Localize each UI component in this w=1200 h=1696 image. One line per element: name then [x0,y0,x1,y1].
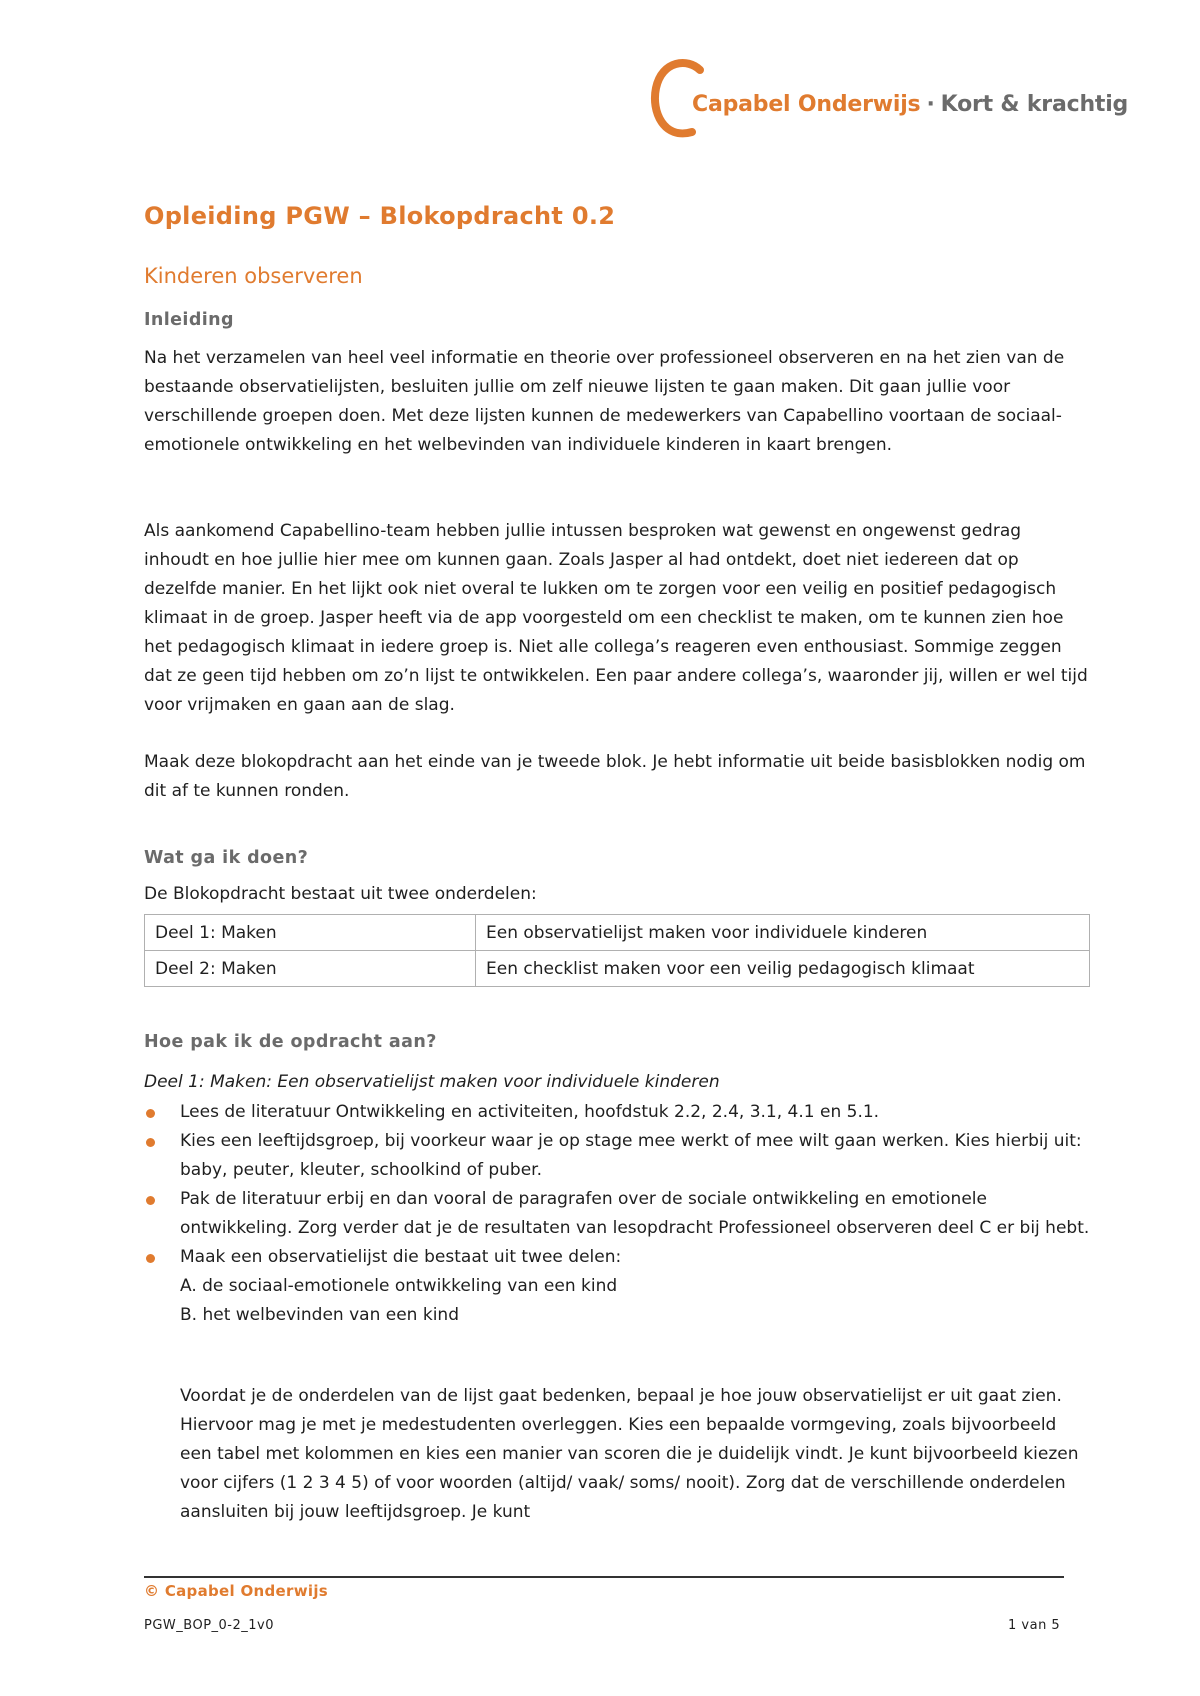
logo-brand: Capabel Onderwijs [692,92,921,117]
table-cell: Deel 2: Maken [145,951,476,987]
footer-page-number: 1 van 5 [1008,1618,1061,1633]
intro-paragraph-3: Maak deze blokopdracht aan het einde van je tweede blok. Je hebt informatie uit beide basisblokken nodig om dit af te kunnen ronden. [144,752,1086,801]
table-cell: Een checklist maken voor een veilig pedagogisch klimaat [476,951,1090,987]
footer-copyright: © Capabel Onderwijs [144,1582,328,1600]
intro-paragraph-2: Als aankomend Capabellino-team hebben jullie intussen besproken wat gewenst en ongewenst gedrag inhoudt en hoe jullie hier mee om kunnen gaan. Zoals Jasper al had ontdekt, doet niet iedereen dat op dezelfde manier. En het lijkt ook niet overal te lukken om te zorgen voor een veilig en positief pedagogisch klimaat in de groep. Jasper heeft via de app voorgesteld om een checklist te maken, om te kunnen zien hoe het pedagogisch klimaat in iedere groep is. Niet alle collega’s reageren even enthousiast. Sommige zeggen dat ze geen tijd hebben om zo’n lijst te ontwikkelen. Een paar andere collega’s, waaronder jij, willen er wel tijd voor vrijmaken en gaan aan de slag. [144,521,1088,715]
footer-divider [144,1576,1064,1578]
list-item-text: Pak de literatuur erbij en dan vooral de paragrafen over de sociale ontwikkeling en emotionele ontwikkeling. Zorg verder dat je de resultaten van lesopdracht Professioneel observeren deel C er bij hebt. [180,1189,1090,1238]
bullet-icon [146,1109,155,1118]
list-item [144,1243,1090,1330]
section-heading-hoe: Hoe pak ik de opdracht aan? [144,1032,437,1052]
table-row [145,915,1090,951]
sub-item-a: A. de sociaal-emotionele ontwikkeling van een kind [180,1276,618,1296]
intro-paragraph-1: Na het verzamelen van heel veel informatie en theorie over professioneel observeren en na het zien van de bestaande observatielijsten, besluiten jullie om zelf nieuwe lijsten te gaan maken. Dit gaan jullie voor verschillende groepen doen. Met deze lijsten kunnen de medewerkers van Capabellino voortaan de sociaal-emotionele ontwikkeling en het welbevinden van individuele kinderen in kaart brengen. [144,348,1065,455]
bullet-icon [146,1254,155,1263]
list-item-text: Kies een leeftijdsgroep, bij voorkeur waar je op stage mee werkt of mee wilt gaan werken. Kies hierbij uit: baby, peuter, kleuter, schoolkind of puber. [180,1131,1082,1180]
onderdelen-table [144,914,1090,987]
deel-1-heading: Deel 1: Maken: Een observatielijst maken voor individuele kinderen [144,1072,720,1092]
table-intro: De Blokopdracht bestaat uit twee onderdelen: [144,884,537,904]
logo-separator: · [926,92,935,117]
list-item [144,1127,1090,1185]
list-item [144,1098,1090,1127]
capabel-logo [648,56,1129,148]
logo-text [692,92,1128,117]
document-subtitle: Kinderen observeren [144,264,363,288]
document-title: Opleiding PGW – Blokopdracht 0.2 [144,202,616,230]
bullet-icon [146,1138,155,1147]
section-heading-wat: Wat ga ik doen? [144,848,309,868]
sub-item-b: B. het welbevinden van een kind [180,1305,459,1325]
table-cell: Deel 1: Maken [145,915,476,951]
table-cell: Een observatielijst maken voor individuele kinderen [476,915,1090,951]
steps-list [144,1098,1090,1330]
footer-doc-code: PGW_BOP_0-2_1v0 [144,1618,274,1633]
logo-tagline: Kort & krachtig [940,92,1129,117]
list-item [144,1185,1090,1243]
bullet-icon [146,1196,155,1205]
table-row [145,951,1090,987]
section-heading-inleiding: Inleiding [144,310,234,330]
continuation-paragraph: Voordat je de onderdelen van de lijst gaat bedenken, bepaal je hoe jouw observatielijst er uit gaat zien. Hiervoor mag je met je medestudenten overleggen. Kies een bepaalde vormgeving, zoals bijvoorbeeld een tabel met kolommen en kies een manier van scoren die je duidelijk vindt. Je kunt bijvoorbeeld kiezen voor cijfers (1 2 3 4 5) of voor woorden (altijd/ vaak/ soms/ nooit). Zorg dat de verschillende onderdelen aansluiten bij jouw leeftijdsgroep. Je kunt [180,1386,1079,1522]
list-item-text: Maak een observatielijst die bestaat uit twee delen: [180,1247,622,1267]
list-item-text: Lees de literatuur Ontwikkeling en activiteiten, hoofdstuk 2.2, 2.4, 3.1, 4.1 en 5.1. [180,1102,880,1122]
